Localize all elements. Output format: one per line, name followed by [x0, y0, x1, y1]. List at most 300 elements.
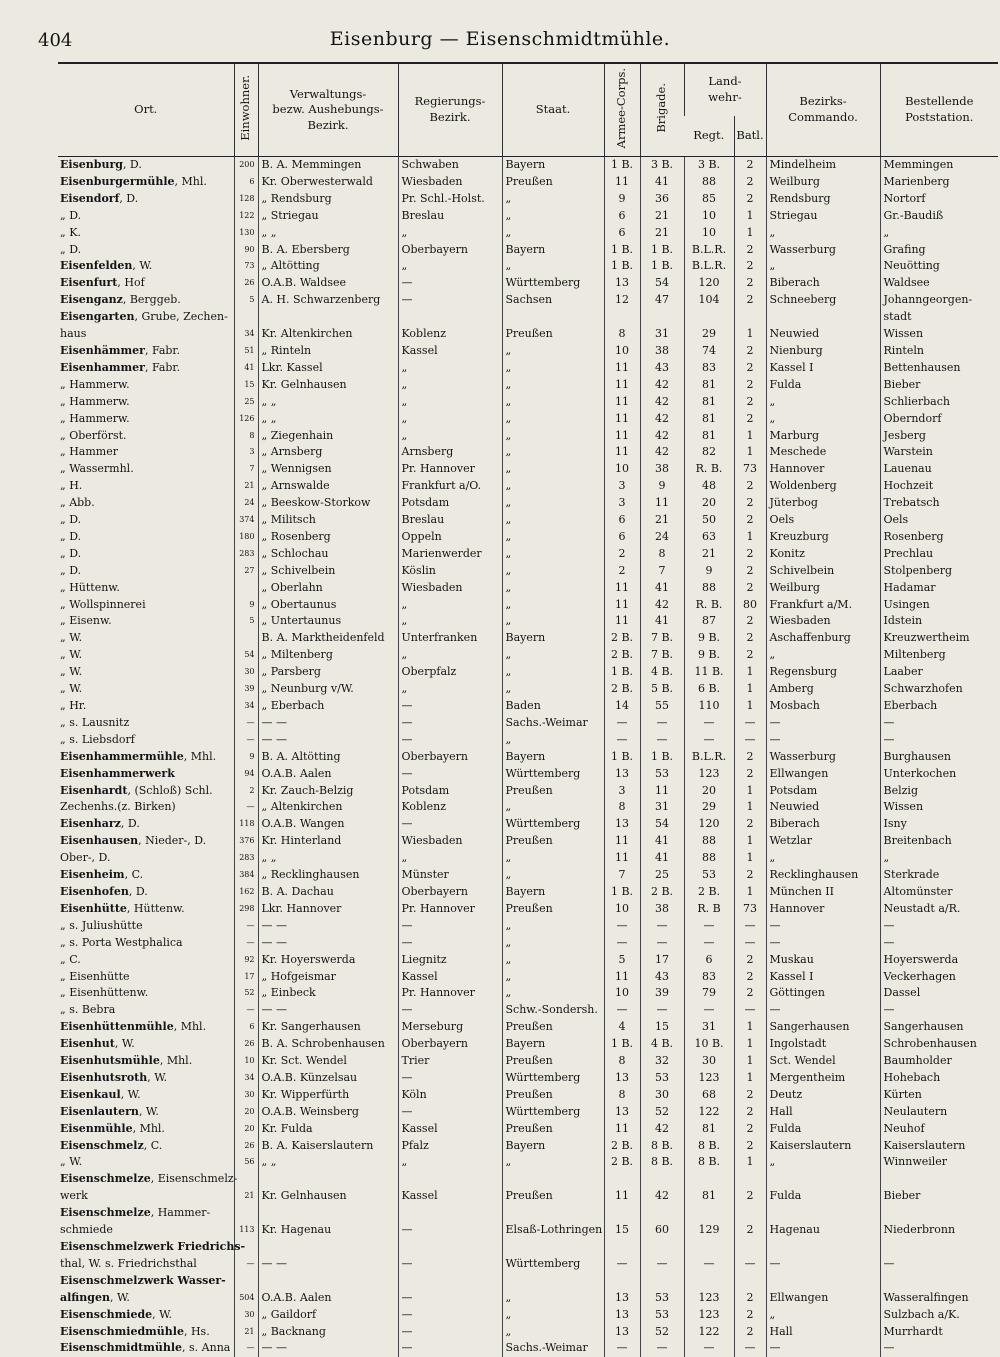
brigade-cell: 1 B. — [640, 749, 684, 766]
ort-cell: „ Abb. — [58, 495, 234, 512]
regierung-cell: Kassel — [398, 343, 502, 360]
ort-cell: „ D. — [58, 208, 234, 225]
ort-cell — [58, 1239, 234, 1256]
staat-cell: „ — [502, 1324, 604, 1341]
einwohner-cell: 200 — [234, 157, 258, 174]
regierung-cell: „ — [398, 647, 502, 664]
poststation-cell: Altomünster — [880, 884, 998, 901]
verwaltung-cell: „ Ziegenhain — [258, 428, 398, 445]
brigade-cell: — — [640, 1340, 684, 1357]
einwohner-cell: 41 — [234, 360, 258, 377]
brigade-cell: 1 B. — [640, 258, 684, 275]
staat-cell: Preußen — [502, 1121, 604, 1138]
batl-cell: 1 — [734, 884, 766, 901]
regt-cell: 9 — [684, 563, 734, 580]
einwohner-cell: 374 — [234, 512, 258, 529]
einwohner-cell: 118 — [234, 816, 258, 833]
einwohner-cell: 283 — [234, 850, 258, 867]
ort-cell: alfingen, W. — [58, 1290, 234, 1307]
batl-cell: — — [734, 918, 766, 935]
verwaltung-cell: „ Parsberg — [258, 664, 398, 681]
poststation-cell: Neulautern — [880, 1104, 998, 1121]
regt-cell: 82 — [684, 444, 734, 461]
regierung-cell: Kassel — [398, 1188, 502, 1205]
armee-corps-cell: 13 — [604, 1070, 640, 1087]
einwohner-cell: 39 — [234, 681, 258, 698]
bezirkskommando-cell: Biberach — [766, 275, 880, 292]
einwohner-cell: 34 — [234, 326, 258, 343]
regt-cell: — — [684, 715, 734, 732]
regt-cell: 129 — [684, 1222, 734, 1239]
einwohner-cell: 7 — [234, 461, 258, 478]
poststation-cell: Miltenberg — [880, 647, 998, 664]
einwohner-cell: 9 — [234, 749, 258, 766]
bezirkskommando-cell: Wetzlar — [766, 833, 880, 850]
verwaltung-cell: — — — [258, 935, 398, 952]
poststation-cell: — — [880, 732, 998, 749]
einwohner-cell: 126 — [234, 411, 258, 428]
ort-cell: „ Eisenw. — [58, 613, 234, 630]
place-name: Eisenhutsmühle — [60, 1054, 160, 1067]
ort-cell: schmiede — [58, 1222, 234, 1239]
brigade-cell: 30 — [640, 1087, 684, 1104]
batl-cell: — — [734, 715, 766, 732]
bezirkskommando-cell: Frankfurt a/M. — [766, 597, 880, 614]
verwaltung-cell: O.A.B. Weinsberg — [258, 1104, 398, 1121]
regierung-cell: Marienwerder — [398, 546, 502, 563]
batl-cell: 2 — [734, 275, 766, 292]
poststation-cell: Schrobenhausen — [880, 1036, 998, 1053]
regierung-cell: Unterfranken — [398, 630, 502, 647]
batl-cell: 2 — [734, 1121, 766, 1138]
verwaltung-cell: B. A. Dachau — [258, 884, 398, 901]
verwaltung-cell: „ Arnswalde — [258, 478, 398, 495]
einwohner-cell — [234, 1273, 258, 1290]
table-row — [58, 597, 998, 614]
ort-cell: Eisenschmelze, Hammer- — [58, 1205, 234, 1222]
ort-cell: Eisengarten, Grube, Zechen- — [58, 309, 234, 326]
bezirkskommando-cell: „ — [766, 225, 880, 242]
batl-cell: 2 — [734, 343, 766, 360]
einwohner-cell: 10 — [234, 1053, 258, 1070]
regierung-cell: Wiesbaden — [398, 174, 502, 191]
verwaltung-cell: Kr. Zauch-Belzig — [258, 783, 398, 800]
staat-cell: Preußen — [502, 1019, 604, 1036]
einwohner-cell — [234, 630, 258, 647]
armee-corps-cell: 11 — [604, 613, 640, 630]
armee-corps-cell: 8 — [604, 799, 640, 816]
einwohner-cell: 5 — [234, 292, 258, 309]
regt-cell: 81 — [684, 428, 734, 445]
page-number: 404 — [38, 30, 72, 51]
verwaltung-cell: „ Obertaunus — [258, 597, 398, 614]
table-row — [58, 546, 998, 563]
regt-cell: 10 — [684, 208, 734, 225]
regierung-cell: Pr. Hannover — [398, 985, 502, 1002]
ort-cell: „ Wollspinnerei — [58, 597, 234, 614]
bezirkskommando-cell: Wiesbaden — [766, 613, 880, 630]
einwohner-cell: 34 — [234, 698, 258, 715]
armee-corps-cell: — — [604, 1002, 640, 1019]
regt-cell: 79 — [684, 985, 734, 1002]
staat-cell: „ — [502, 394, 604, 411]
place-name: Eisendorf — [60, 192, 119, 205]
staat-cell: „ — [502, 799, 604, 816]
staat-cell: Württemberg — [502, 275, 604, 292]
place-name: alfingen — [60, 1291, 110, 1304]
ort-cell: Eisenhammer, Fabr. — [58, 360, 234, 377]
armee-corps-cell: 6 — [604, 225, 640, 242]
einwohner-cell: 54 — [234, 647, 258, 664]
table-row — [58, 732, 998, 749]
regt-cell: 110 — [684, 698, 734, 715]
regierung-cell: — — [398, 292, 502, 309]
table-row — [58, 715, 998, 732]
poststation-cell: Kreuzwertheim — [880, 630, 998, 647]
ort-cell: Eisenganz, Berggeb. — [58, 292, 234, 309]
brigade-cell — [640, 1239, 684, 1256]
batl-cell: 2 — [734, 495, 766, 512]
batl-cell: 73 — [734, 461, 766, 478]
einwohner-cell: 26 — [234, 275, 258, 292]
regt-cell — [684, 1171, 734, 1188]
einwohner-cell: — — [234, 1340, 258, 1357]
regt-cell: B.L.R. — [684, 258, 734, 275]
brigade-cell: 24 — [640, 529, 684, 546]
armee-corps-cell: 11 — [604, 394, 640, 411]
batl-cell: 2 — [734, 647, 766, 664]
armee-corps-cell: — — [604, 1340, 640, 1357]
einwohner-cell: 6 — [234, 1019, 258, 1036]
table-row — [58, 394, 998, 411]
batl-cell — [734, 1273, 766, 1290]
einwohner-cell: 6 — [234, 174, 258, 191]
regt-cell: 20 — [684, 783, 734, 800]
brigade-cell: 25 — [640, 867, 684, 884]
staat-cell: „ — [502, 1290, 604, 1307]
ort-cell: Eisenschmidtmühle, s. Anna — [58, 1340, 234, 1357]
staat-cell: Bayern — [502, 630, 604, 647]
armee-corps-cell — [604, 1171, 640, 1188]
regt-cell: 88 — [684, 850, 734, 867]
regt-cell: 88 — [684, 833, 734, 850]
bezirkskommando-cell: Recklinghausen — [766, 867, 880, 884]
table-row — [58, 833, 998, 850]
regierung-cell: — — [398, 715, 502, 732]
table-row — [58, 1002, 998, 1019]
verwaltung-cell: O.A.B. Aalen — [258, 1290, 398, 1307]
bezirkskommando-cell — [766, 309, 880, 326]
ort-cell: „ D. — [58, 546, 234, 563]
brigade-cell: 8 B. — [640, 1154, 684, 1171]
brigade-cell: — — [640, 918, 684, 935]
ort-cell: Eisenhammermühle, Mhl. — [58, 749, 234, 766]
table-row — [58, 901, 998, 918]
staat-cell: „ — [502, 952, 604, 969]
ort-cell: „ W. — [58, 664, 234, 681]
brigade-cell: 15 — [640, 1019, 684, 1036]
staat-cell: „ — [502, 343, 604, 360]
batl-cell: — — [734, 1340, 766, 1357]
brigade-cell: 11 — [640, 495, 684, 512]
verwaltung-cell: Kr. Fulda — [258, 1121, 398, 1138]
armee-corps-cell: 4 — [604, 1019, 640, 1036]
bezirkskommando-cell: — — [766, 715, 880, 732]
armee-corps-cell: 10 — [604, 343, 640, 360]
batl-cell: 2 — [734, 1290, 766, 1307]
table-row — [58, 529, 998, 546]
regt-cell: 63 — [684, 529, 734, 546]
regierung-cell: „ — [398, 597, 502, 614]
regt-cell: 123 — [684, 1070, 734, 1087]
staat-cell: „ — [502, 935, 604, 952]
poststation-cell: Warstein — [880, 444, 998, 461]
bezirkskommando-cell: Mosbach — [766, 698, 880, 715]
einwohner-cell: — — [234, 935, 258, 952]
einwohner-cell: 73 — [234, 258, 258, 275]
bezirkskommando-cell: Nienburg — [766, 343, 880, 360]
staat-cell: „ — [502, 1307, 604, 1324]
verwaltung-cell — [258, 1273, 398, 1290]
batl-cell: 1 — [734, 1036, 766, 1053]
poststation-cell: Isny — [880, 816, 998, 833]
ort-cell: „ Hr. — [58, 698, 234, 715]
poststation-cell: Grafing — [880, 242, 998, 259]
regierung-cell: Kassel — [398, 1121, 502, 1138]
staat-cell — [502, 1239, 604, 1256]
staat-cell: „ — [502, 681, 604, 698]
regt-cell: — — [684, 1002, 734, 1019]
regt-cell: 8 B. — [684, 1154, 734, 1171]
verwaltung-cell: O.A.B. Wangen — [258, 816, 398, 833]
staat-cell: Bayern — [502, 1138, 604, 1155]
table-row — [58, 411, 998, 428]
regierung-cell: Pr. Hannover — [398, 901, 502, 918]
bezirkskommando-cell: Aschaffenburg — [766, 630, 880, 647]
ort-cell — [58, 766, 234, 783]
poststation-cell: — — [880, 918, 998, 935]
batl-cell: 2 — [734, 766, 766, 783]
regierung-cell: Koblenz — [398, 799, 502, 816]
verwaltung-cell — [258, 1171, 398, 1188]
armee-corps-cell: 6 — [604, 512, 640, 529]
verwaltung-cell: „ Beeskow-Storkow — [258, 495, 398, 512]
batl-cell: 2 — [734, 394, 766, 411]
bezirkskommando-cell — [766, 1205, 880, 1222]
regt-cell: 68 — [684, 1087, 734, 1104]
einwohner-cell: 26 — [234, 1138, 258, 1155]
verwaltung-cell: Kr. Oberwesterwald — [258, 174, 398, 191]
table-row — [58, 1324, 998, 1341]
armee-corps-cell: — — [604, 1256, 640, 1273]
batl-cell: 2 — [734, 1188, 766, 1205]
brigade-cell: 43 — [640, 969, 684, 986]
place-name: Eisenheim — [60, 868, 125, 881]
table-row — [58, 326, 998, 343]
bezirkskommando-cell — [766, 1273, 880, 1290]
batl-cell: 1 — [734, 444, 766, 461]
table-row — [58, 1222, 998, 1239]
einwohner-cell: — — [234, 799, 258, 816]
staat-cell — [502, 1171, 604, 1188]
regt-cell: 50 — [684, 512, 734, 529]
batl-cell: 2 — [734, 258, 766, 275]
einwohner-cell: 51 — [234, 343, 258, 360]
verwaltung-cell: — — — [258, 1256, 398, 1273]
verwaltung-cell: — — — [258, 918, 398, 935]
ort-cell: „ Hammerw. — [58, 394, 234, 411]
brigade-cell: 41 — [640, 613, 684, 630]
armee-corps-cell: 10 — [604, 461, 640, 478]
regt-cell: 123 — [684, 766, 734, 783]
brigade-cell: 42 — [640, 377, 684, 394]
staat-cell: „ — [502, 867, 604, 884]
staat-cell: Preußen — [502, 901, 604, 918]
table-row — [58, 799, 998, 816]
brigade-cell: 5 B. — [640, 681, 684, 698]
regierung-cell: Oberbayern — [398, 884, 502, 901]
batl-cell: 1 — [734, 833, 766, 850]
armee-corps-cell: 11 — [604, 1188, 640, 1205]
armee-corps-cell: 1 B. — [604, 884, 640, 901]
brigade-cell: 42 — [640, 1188, 684, 1205]
verwaltung-cell: B. A. Ebersberg — [258, 242, 398, 259]
col-staat: Staat. — [502, 63, 604, 157]
regt-cell: 81 — [684, 1121, 734, 1138]
bezirkskommando-cell: Sangerhausen — [766, 1019, 880, 1036]
table-row — [58, 1340, 998, 1357]
regt-cell: 83 — [684, 360, 734, 377]
regt-cell: 3 B. — [684, 157, 734, 174]
brigade-cell: 21 — [640, 225, 684, 242]
staat-cell: „ — [502, 208, 604, 225]
brigade-cell: 53 — [640, 1290, 684, 1307]
einwohner-cell: 30 — [234, 1307, 258, 1324]
ort-cell: Eisenhutsroth, W. — [58, 1070, 234, 1087]
armee-corps-cell: 11 — [604, 580, 640, 597]
regierung-cell: Schwaben — [398, 157, 502, 174]
armee-corps-cell: — — [604, 935, 640, 952]
bezirkskommando-cell: Ellwangen — [766, 1290, 880, 1307]
staat-cell: „ — [502, 918, 604, 935]
regierung-cell: Liegnitz — [398, 952, 502, 969]
batl-cell — [734, 1171, 766, 1188]
poststation-cell: Sulzbach a/K. — [880, 1307, 998, 1324]
armee-corps-cell: 13 — [604, 1290, 640, 1307]
ort-cell: haus — [58, 326, 234, 343]
verwaltung-cell: „ Miltenberg — [258, 647, 398, 664]
einwohner-cell: 8 — [234, 428, 258, 445]
regierung-cell: — — [398, 816, 502, 833]
batl-cell: 1 — [734, 1019, 766, 1036]
ort-cell: thal, W. s. Friedrichsthal — [58, 1256, 234, 1273]
brigade-cell: 38 — [640, 343, 684, 360]
armee-corps-cell: 2 B. — [604, 681, 640, 698]
regt-cell: 8 B. — [684, 1138, 734, 1155]
verwaltung-cell: Kr. Hagenau — [258, 1222, 398, 1239]
regt-cell: — — [684, 1256, 734, 1273]
place-name: Eisenhämmer — [60, 344, 145, 357]
brigade-cell: 54 — [640, 275, 684, 292]
ort-cell: Eisenfelden, W. — [58, 258, 234, 275]
bezirkskommando-cell: „ — [766, 1307, 880, 1324]
verwaltung-cell: „ Rendsburg — [258, 191, 398, 208]
bezirkskommando-cell: Striegau — [766, 208, 880, 225]
table-row — [58, 1205, 998, 1222]
ort-cell: Zechenhs.(z. Birken) — [58, 799, 234, 816]
bezirkskommando-cell: Mergentheim — [766, 1070, 880, 1087]
poststation-cell: Niederbronn — [880, 1222, 998, 1239]
einwohner-cell: 122 — [234, 208, 258, 225]
batl-cell: 2 — [734, 969, 766, 986]
einwohner-cell: 24 — [234, 495, 258, 512]
armee-corps-cell — [604, 1205, 640, 1222]
ort-cell: Eisenmühle, Mhl. — [58, 1121, 234, 1138]
bezirkskommando-cell — [766, 1239, 880, 1256]
batl-cell: 1 — [734, 326, 766, 343]
einwohner-cell: 17 — [234, 969, 258, 986]
brigade-cell: 52 — [640, 1324, 684, 1341]
poststation-cell: Laaber — [880, 664, 998, 681]
brigade-cell: 7 B. — [640, 647, 684, 664]
brigade-cell — [640, 1171, 684, 1188]
staat-cell: Preußen — [502, 326, 604, 343]
bezirkskommando-cell: Konitz — [766, 546, 880, 563]
poststation-cell: Bieber — [880, 1188, 998, 1205]
table-row — [58, 495, 998, 512]
armee-corps-cell: 3 — [604, 783, 640, 800]
table-row — [58, 1307, 998, 1324]
poststation-cell: Usingen — [880, 597, 998, 614]
batl-cell: 2 — [734, 1087, 766, 1104]
table-row — [58, 1290, 998, 1307]
staat-cell: „ — [502, 985, 604, 1002]
bezirkskommando-cell: — — [766, 732, 880, 749]
poststation-cell — [880, 1205, 998, 1222]
batl-cell: 2 — [734, 952, 766, 969]
regierung-cell: Frankfurt a/O. — [398, 478, 502, 495]
regt-cell: — — [684, 732, 734, 749]
table-row — [58, 816, 998, 833]
poststation-cell: Lauenau — [880, 461, 998, 478]
place-name: Eisenschmiedmühle — [60, 1325, 184, 1338]
regierung-cell: — — [398, 918, 502, 935]
col-landwehr: Land- wehr- — [684, 63, 766, 116]
verwaltung-cell: „ Recklinghausen — [258, 867, 398, 884]
poststation-cell: Sangerhausen — [880, 1019, 998, 1036]
poststation-cell: Winnweiler — [880, 1154, 998, 1171]
staat-cell: Preußen — [502, 1188, 604, 1205]
place-name: Eisenhammerwerk — [60, 767, 175, 780]
poststation-cell: Kaiserslautern — [880, 1138, 998, 1155]
brigade-cell: 42 — [640, 394, 684, 411]
armee-corps-cell: 2 B. — [604, 1138, 640, 1155]
bezirkskommando-cell: Göttingen — [766, 985, 880, 1002]
armee-corps-cell: 3 — [604, 478, 640, 495]
col-bezirkskommando: Bezirks- Commando. — [766, 63, 880, 157]
brigade-cell: 41 — [640, 580, 684, 597]
regt-cell: — — [684, 1340, 734, 1357]
table-row — [58, 258, 998, 275]
poststation-cell: Bettenhausen — [880, 360, 998, 377]
armee-corps-cell: 3 — [604, 495, 640, 512]
verwaltung-cell: „ Untertaunus — [258, 613, 398, 630]
place-name: Eisenhut — [60, 1037, 115, 1050]
poststation-cell: Kürten — [880, 1087, 998, 1104]
poststation-cell: Johanngeorgen- — [880, 292, 998, 309]
verwaltung-cell: „ „ — [258, 850, 398, 867]
regt-cell: 11 B. — [684, 664, 734, 681]
